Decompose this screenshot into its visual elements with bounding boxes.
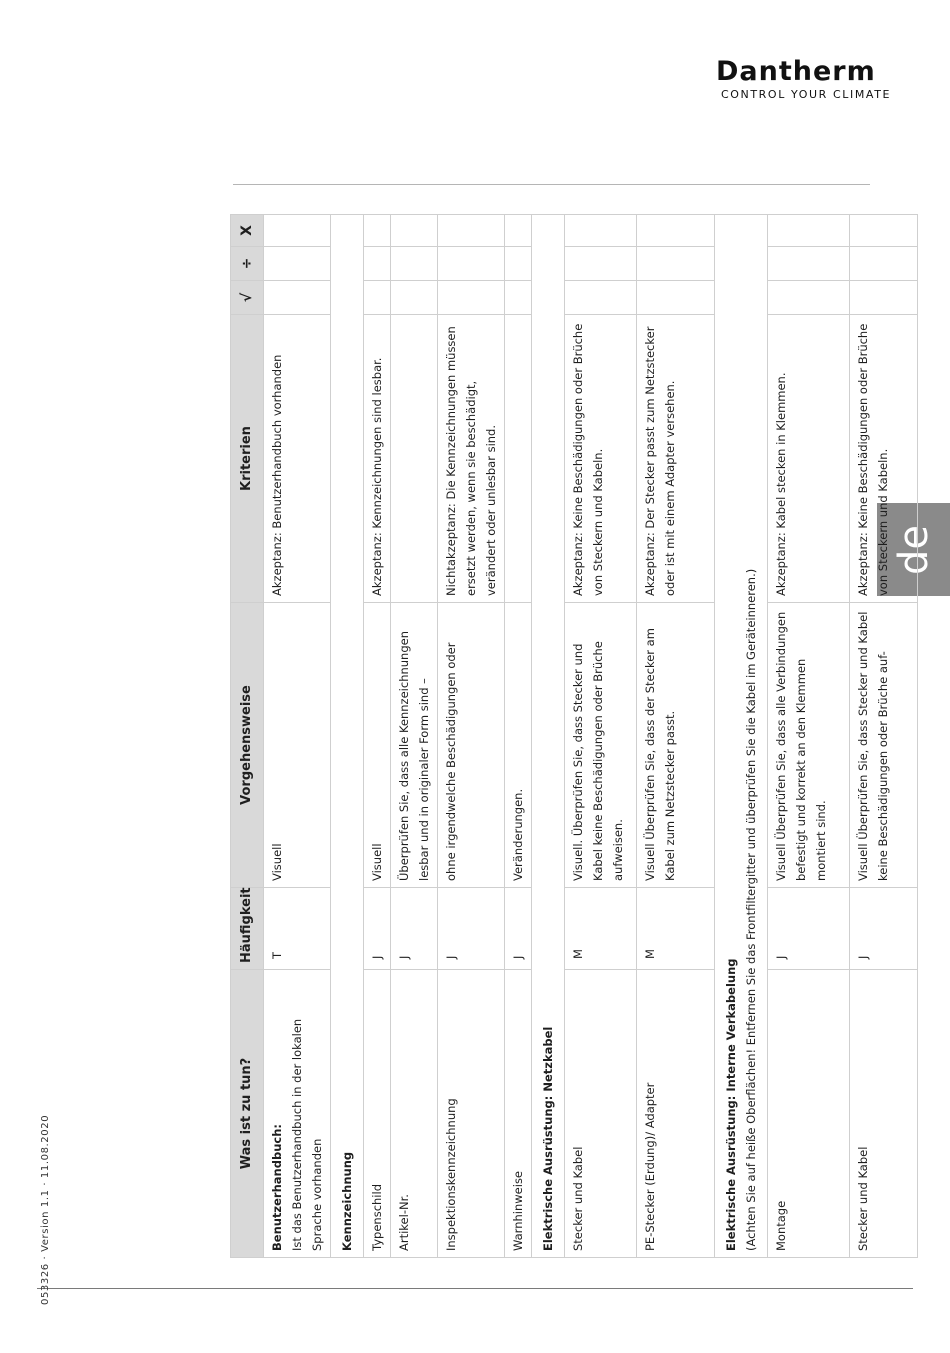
row-frequency: J — [505, 888, 532, 970]
section-row — [331, 215, 364, 1258]
fail-cell[interactable] — [391, 215, 438, 247]
manual-text: Ist das Benutzerhandbuch in der lokalen Sprache vorhanden — [290, 1018, 324, 1251]
checklist-table — [230, 214, 918, 1258]
header-task: Was ist zu tun? — [231, 970, 264, 1258]
check-cell[interactable] — [264, 281, 331, 315]
partial-cell[interactable] — [637, 247, 715, 281]
row-criteria: Akzeptanz: Benutzerhandbuch vorhanden — [264, 315, 331, 603]
row-frequency: J — [850, 888, 918, 970]
table-row — [850, 215, 918, 1258]
row-frequency: M — [637, 888, 715, 970]
row-task: Stecker und Kabel — [850, 970, 918, 1258]
table-row — [565, 215, 637, 1258]
row-procedure: Überprüfen Sie, dass alle Kennzeichnungen lesbar und in originaler Form sind – — [391, 603, 438, 888]
section-cell — [715, 215, 768, 1258]
header-frequency: Häufigkeit — [231, 888, 264, 970]
row-task: Typenschild — [364, 970, 391, 1258]
row-procedure: Visuell Überprüfen Sie, dass alle Verbindungen befestigt und korrekt an den Klemmen montiert sind. — [768, 603, 850, 888]
table-row — [505, 215, 532, 1258]
section-title: Elektrische Ausrüstung: Interne Verkabelung — [724, 958, 738, 1251]
partial-cell[interactable] — [438, 247, 505, 281]
section-note: (Achten Sie auf heiße Oberflächen! Entfernen Sie das Frontfiltergitter und überprüfen Sie die Kabel im Geräteinneren.) — [744, 568, 758, 1251]
row-procedure: Visuell — [264, 603, 331, 888]
brand-name: Dantherm — [716, 56, 876, 87]
row-frequency: J — [438, 888, 505, 970]
fail-cell[interactable] — [438, 215, 505, 247]
row-frequency: T — [264, 888, 331, 970]
table-row — [364, 215, 391, 1258]
table-header-row — [231, 215, 264, 1258]
row-task: Inspektionskennzeichnung — [438, 970, 505, 1258]
partial-cell[interactable] — [364, 247, 391, 281]
row-task: PE-Stecker (Erdung)/ Adapter — [637, 970, 715, 1258]
document-reference: 053326 · Version 1.1 · 11.08.2020 — [40, 1114, 51, 1305]
row-frequency: J — [768, 888, 850, 970]
row-frequency: J — [391, 888, 438, 970]
header-fail: X — [231, 215, 264, 247]
check-cell[interactable] — [768, 281, 850, 315]
check-cell[interactable] — [364, 281, 391, 315]
fail-cell[interactable] — [264, 215, 331, 247]
fail-cell[interactable] — [505, 215, 532, 247]
row-procedure: Visuell. Überprüfen Sie, dass Stecker und Kabel keine Beschädigungen oder Brüche aufweisen. — [565, 603, 637, 888]
section-row — [532, 215, 565, 1258]
row-task: Stecker und Kabel — [565, 970, 637, 1258]
row-task: Artikel-Nr. — [391, 970, 438, 1258]
partial-cell[interactable] — [264, 247, 331, 281]
row-criteria — [505, 315, 532, 603]
row-procedure: Veränderungen. — [505, 603, 532, 888]
section-title: Elektrische Ausrüstung: Netzkabel — [532, 215, 565, 1258]
brand-logo — [716, 58, 916, 101]
fail-cell[interactable] — [364, 215, 391, 247]
checklist-table-wrapper — [230, 215, 890, 1258]
row-procedure: Visuell Überprüfen Sie, dass Stecker und Kabel keine Beschädigungen oder Brüche auf- — [850, 603, 918, 888]
partial-cell[interactable] — [850, 247, 918, 281]
row-procedure: Visuell — [364, 603, 391, 888]
check-cell[interactable] — [391, 281, 438, 315]
fail-cell[interactable] — [565, 215, 637, 247]
section-title: Kennzeichnung — [331, 215, 364, 1258]
table-row — [637, 215, 715, 1258]
footer-rule — [37, 1288, 913, 1289]
row-task: Montage — [768, 970, 850, 1258]
partial-cell[interactable] — [768, 247, 850, 281]
header-procedure: Vorgehensweise — [231, 603, 264, 888]
table-row — [438, 215, 505, 1258]
fail-cell[interactable] — [637, 215, 715, 247]
language-tab-label: de — [890, 524, 937, 575]
check-cell[interactable] — [565, 281, 637, 315]
table-row — [264, 215, 331, 1258]
header-partial: ÷ — [231, 247, 264, 281]
row-procedure: ohne irgendwelche Beschädigungen oder — [438, 603, 505, 888]
header-check: √ — [231, 281, 264, 315]
check-cell[interactable] — [850, 281, 918, 315]
row-frequency: J — [364, 888, 391, 970]
check-cell[interactable] — [505, 281, 532, 315]
partial-cell[interactable] — [391, 247, 438, 281]
row-criteria: Nichtakzeptanz: Die Kennzeichnungen müssen ersetzt werden, wenn sie beschädigt, verändert oder unlesbar sind. — [438, 315, 505, 603]
check-cell[interactable] — [438, 281, 505, 315]
manual-title: Benutzerhandbuch: — [270, 1124, 284, 1251]
table-row — [768, 215, 850, 1258]
table-row — [391, 215, 438, 1258]
row-criteria: Akzeptanz: Kennzeichnungen sind lesbar. — [364, 315, 391, 603]
row-task: Warnhinweise — [505, 970, 532, 1258]
row-procedure: Visuell Überprüfen Sie, dass der Stecker am Kabel zum Netzstecker passt. — [637, 603, 715, 888]
row-frequency: M — [565, 888, 637, 970]
partial-cell[interactable] — [505, 247, 532, 281]
row-criteria: Akzeptanz: Kabel stecken in Klemmen. — [768, 315, 850, 603]
row-criteria — [391, 315, 438, 603]
check-cell[interactable] — [637, 281, 715, 315]
row-criteria: Akzeptanz: Keine Beschädigungen oder Brüche von Steckern und Kabeln. — [850, 315, 918, 603]
fail-cell[interactable] — [850, 215, 918, 247]
fail-cell[interactable] — [768, 215, 850, 247]
header-rule — [233, 184, 870, 185]
partial-cell[interactable] — [565, 247, 637, 281]
section-row — [715, 215, 768, 1258]
row-criteria: Akzeptanz: Der Stecker passt zum Netzstecker oder ist mit einem Adapter versehen. — [637, 315, 715, 603]
brand-tagline: CONTROL YOUR CLIMATE — [721, 88, 892, 101]
row-criteria: Akzeptanz: Keine Beschädigungen oder Brüche von Steckern und Kabeln. — [565, 315, 637, 603]
row-task — [264, 970, 331, 1258]
header-criteria: Kriterien — [231, 315, 264, 603]
